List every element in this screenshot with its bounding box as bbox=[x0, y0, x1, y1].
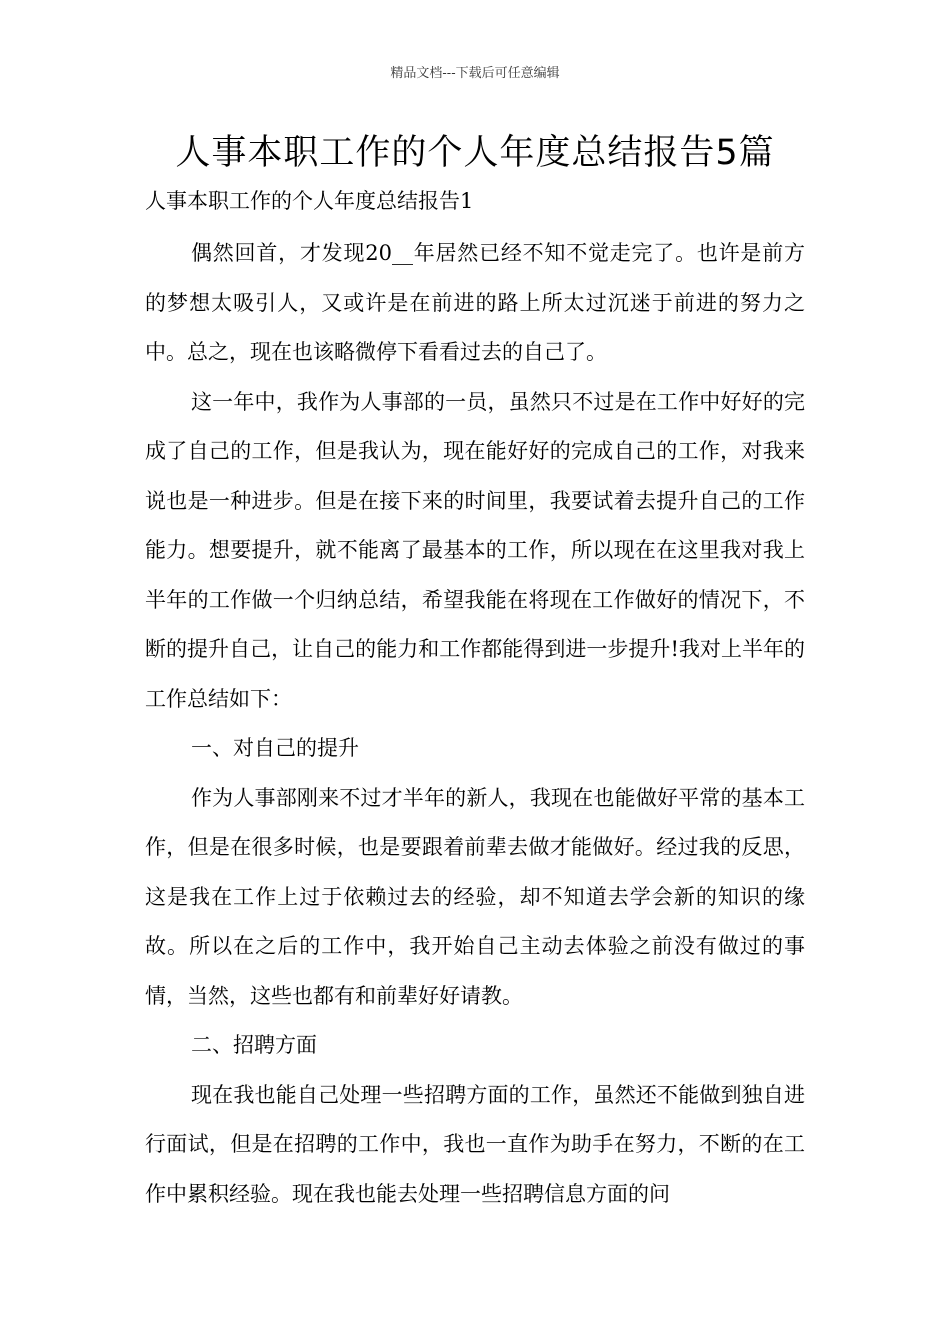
document-body bbox=[145, 179, 805, 1219]
section-heading-self-improvement: 一、对自己的提升 bbox=[191, 736, 359, 760]
section-heading-recruitment: 二、招聘方面 bbox=[191, 1033, 317, 1057]
paragraph-2: 这一年中，我作为人事部的一员，虽然只不过是在工作中好好的完成了自己的工作，但是我认为，现在能好好的完成自己的工作，对我来说也是一种进步。但是在接下来的时间里，我要试着去提升自己的工作能力。想要提升，就不能离了最基本的工作，所以现在在这里我对我上半年的工作做一个归纳总结，希望我能在将现在工作做好的情况下，不断的提升自己，让自己的能力和工作都能得到进一步提升!我对上半年的工作总结如下： bbox=[145, 389, 805, 711]
paragraph-4: 现在我也能自己处理一些招聘方面的工作，虽然还不能做到独自进行面试，但是在招聘的工作中，我也一直作为助手在努力，不断的在工作中累积经验。现在我也能去处理一些招聘信息方面的问 bbox=[145, 1082, 805, 1206]
report-subtitle: 人事本职工作的个人年度总结报告1 bbox=[145, 189, 474, 213]
paragraph-1: 偶然回首，才发现20__年居然已经不知不觉走完了。也许是前方的梦想太吸引人，又或许是在前进的路上所太过沉迷于前进的努力之中。总之，现在也该略微停下看看过去的自己了。 bbox=[145, 241, 805, 364]
header-note: 精品文档---下载后可任意编辑 bbox=[390, 66, 560, 81]
document-title: 人事本职工作的个人年度总结报告5篇 bbox=[175, 133, 775, 173]
paragraph-3: 作为人事部刚来不过才半年的新人，我现在也能做好平常的基本工作，但是在很多时候，也是要跟着前辈去做才能做好。经过我的反思，这是我在工作上过于依赖过去的经验，却不知道去学会新的知识的缘故。所以在之后的工作中，我开始自己主动去体验之前没有做过的事情，当然，这些也都有和前辈好好请教。 bbox=[145, 785, 805, 1008]
